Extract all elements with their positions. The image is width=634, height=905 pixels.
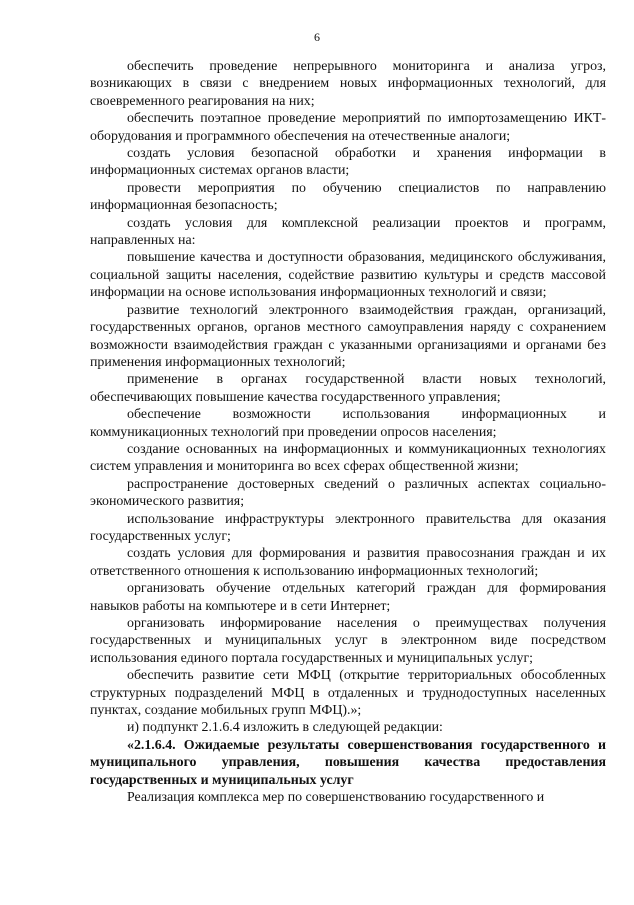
paragraph: обеспечить развитие сети МФЦ (открытие территориальных обособленных структурных подразделений МФЦ в отдаленных и труднодоступных населенных пунктах, создание мобильных групп МФЦ).»; (90, 668, 606, 719)
page-number: 6 (314, 30, 320, 44)
paragraph: создать условия для формирования и развития правосознания граждан и их ответственного отношения к использованию информационных технологий; (90, 546, 606, 579)
paragraph: обеспечение возможности использования информационных и коммуникационных технологий при проведении опросов населения; (90, 407, 606, 440)
paragraph: провести мероприятия по обучению специалистов по направлению информационная безопасность; (90, 180, 606, 214)
paragraph: организовать информирование населения о преимуществах получения государственных и муниципальных услуг в электронном виде посредством использования единого портала государственных и муниципальных услуг; (90, 616, 606, 666)
paragraph: обеспечить поэтапное проведение мероприятий по импортозамещению ИКТ-оборудования и программного обеспечения на отечественные аналоги; (90, 111, 606, 144)
paragraph: создать условия безопасной обработки и хранения информации в информационных системах органов власти; (90, 146, 606, 179)
paragraph: создать условия для комплексной реализации проектов и программ, направленных на: (90, 215, 606, 249)
paragraph: применение в органах государственной власти новых технологий, обеспечивающих повышение качества государственного управления; (90, 372, 606, 405)
paragraph: Реализация комплекса мер по совершенствованию государственного и (127, 790, 545, 806)
paragraph: организовать обучение отдельных категорий граждан для формирования навыков работы на компьютере и в сети Интернет; (90, 581, 606, 614)
paragraph: и) подпункт 2.1.6.4 изложить в следующей редакции: (127, 720, 443, 736)
paragraph: распространение достоверных сведений о различных аспектах социально-экономического развития; (90, 476, 606, 510)
section-heading: «2.1.6.4. Ожидаемые результаты совершенствования государственного и муниципального управления, повышения качества предоставления государственных и муниципальных услуг (90, 737, 606, 788)
document-body (90, 58, 606, 806)
paragraph: создание основанных на информационных и коммуникационных технологиях систем управления и мониторинга во всех сферах общественной жизни; (90, 441, 606, 475)
paragraph: развитие технологий электронного взаимодействия граждан, организаций, государственных органов, органов местного самоуправления наряду с сохранением возможности взаимодействия граждан с указанными организациями и органами без применения информационных технологий; (90, 302, 606, 370)
paragraph: использование инфраструктуры электронного правительства для оказания государственных услуг; (90, 511, 606, 544)
paragraph: повышение качества и доступности образования, медицинского обслуживания, социальной защиты населения, содействие развитию культуры и средств массовой информации на основе использования информационных технологий и связи; (90, 250, 606, 301)
paragraph: обеспечить проведение непрерывного мониторинга и анализа угроз, возникающих в связи с внедрением новых информационных технологий, для своевременного реагирования на них; (90, 59, 606, 109)
